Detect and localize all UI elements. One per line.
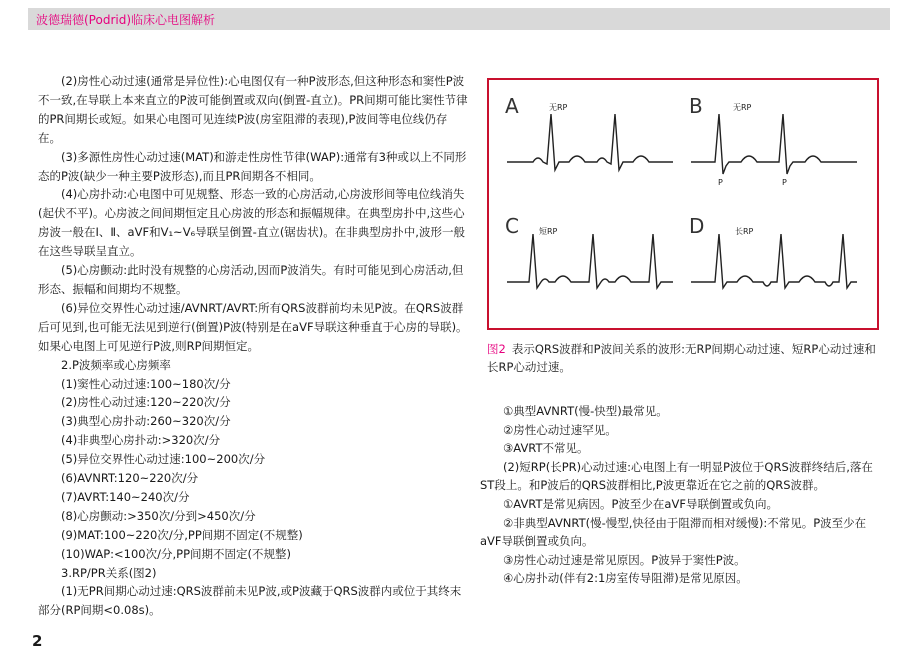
list-item: (6)AVNRT:120~220次/分	[61, 471, 199, 486]
list-item: (9)MAT:100~220次/分,PP间期不固定(不规整)	[61, 527, 303, 542]
ecg-panel-d	[689, 214, 859, 326]
figure-caption	[487, 340, 887, 376]
list-item: (4)非典型心房扑动:>320次/分	[61, 433, 221, 448]
paragraph: (5)心房颤动:此时没有规整的心房活动,因而P波消失。有时可能见到心房活动,但形态、振幅和间期均不规整。	[38, 263, 464, 296]
caption-text: 表示QRS波群和P波间关系的波形:无RP间期心动过速、短RP心动过速和长RP心动过速。	[487, 342, 876, 374]
page-number: 2	[32, 632, 43, 650]
ecg-panel-a	[505, 94, 675, 206]
ecg-trace-a	[505, 94, 675, 206]
ecg-figure	[487, 78, 879, 330]
book-title: 波德瑞德(Podrid)临床心电图解析	[36, 13, 216, 27]
paragraph: ②非典型AVNRT(慢-慢型,快径由于阻滞而相对缓慢):不常见。P波至少在aVF导联倒置或负向。	[480, 515, 867, 549]
paragraph: (6)异位交界性心动过速/AVNRT/AVRT:所有QRS波群前均未见P波。在QRS波群后可见到,也可能无法见到逆行(倒置)P波(特别是在aVF导联这种垂直于心房的导联)。如果心电图上可见逆行P波,则RP间期恒定。	[38, 300, 468, 353]
list-item: ③AVRT不常见。	[503, 441, 589, 456]
panel-label: 无RP	[549, 103, 568, 112]
list-item: ③房性心动过速是常见原因。P波异于窦性P波。	[503, 552, 746, 567]
paragraph: (3)多源性房性心动过速(MAT)和游走性房性节律(WAP):通常有3种或以上不同形态的P波(缺少一种主要P波形态),而且PR间期各不相同。	[38, 149, 467, 183]
panel-label: 长RP	[735, 227, 754, 236]
panel-label: 无RP	[733, 103, 752, 112]
panel-letter: A	[505, 94, 519, 118]
paragraph: (2)短RP(长PR)心动过速:心电图上有一明显P波位于QRS波群终结后,落在ST段上。和P波后的QRS波群相比,P波更靠近在它之前的QRS波群。	[480, 459, 873, 493]
panel-letter: C	[505, 214, 519, 238]
paragraph: (1)无PR间期心动过速:QRS波群前未见P波,或P波藏于QRS波群内或位于其终末部分(RP间期<0.08s)。	[38, 584, 462, 618]
ecg-panel-c	[505, 214, 675, 326]
list-item: (5)异位交界性心动过速:100~200次/分	[61, 452, 266, 467]
list-item: (3)典型心房扑动:260~320次/分	[61, 414, 231, 429]
list-item: (10)WAP:<100次/分,PP间期不固定(不规整)	[61, 546, 291, 561]
left-column	[38, 72, 470, 620]
list-item: (7)AVRT:140~240次/分	[61, 489, 190, 504]
list-item: (8)心房颤动:>350次/分到>450次/分	[61, 508, 256, 523]
ecg-trace-b	[689, 94, 859, 206]
list-item: (2)房性心动过速:120~220次/分	[61, 395, 231, 410]
list-item: ①AVRT是常见病因。P波至少在aVF导联倒置或负向。	[503, 496, 778, 511]
panel-letter: B	[689, 94, 703, 118]
figure-number: 图2	[487, 342, 506, 356]
ecg-panel-b	[689, 94, 859, 206]
section-heading: 2.P波频率或心房频率	[61, 357, 171, 372]
running-header	[28, 8, 890, 30]
list-item: ②房性心动过速罕见。	[503, 422, 617, 437]
list-item: ①典型AVNRT(慢-快型)最常见。	[503, 404, 668, 418]
panel-label: 短RP	[539, 227, 558, 236]
ecg-trace-c	[505, 214, 675, 326]
ecg-trace-d	[689, 214, 859, 326]
right-column	[480, 402, 885, 588]
list-item: (1)窦性心动过速:100~180次/分	[61, 376, 231, 391]
p-wave-marker: P	[782, 178, 787, 187]
paragraph: (2)房性心动过速(通常是异位性):心电图仅有一种P波形态,但这种形态和窦性P波不一致,在导联上本来直立的P波可能倒置或双向(倒置-直立)。PR间期可能比窦性节律的PR间期长或短。如果心电图可见连续P波(房室阻滞的表现),P波间等电位线仍存在。	[38, 74, 468, 145]
p-wave-marker: P	[718, 178, 723, 187]
section-heading: 3.RP/PR关系(图2)	[61, 565, 157, 580]
panel-letter: D	[689, 214, 705, 238]
list-item: ④心房扑动(伴有2:1房室传导阻滞)是常见原因。	[503, 571, 748, 586]
paragraph: (4)心房扑动:心电图中可见规整、形态一致的心房活动,心房波形间等电位线消失(起伏不平)。心房波之间间期恒定且心房波的形态和振幅规律。在典型房扑中,这些心房波一般在Ⅰ、Ⅱ、aVF和V₁~V₆导联呈倒置-直立(锯齿状)。在非典型房扑中,波形一般在这些导联呈直立。	[38, 187, 465, 259]
